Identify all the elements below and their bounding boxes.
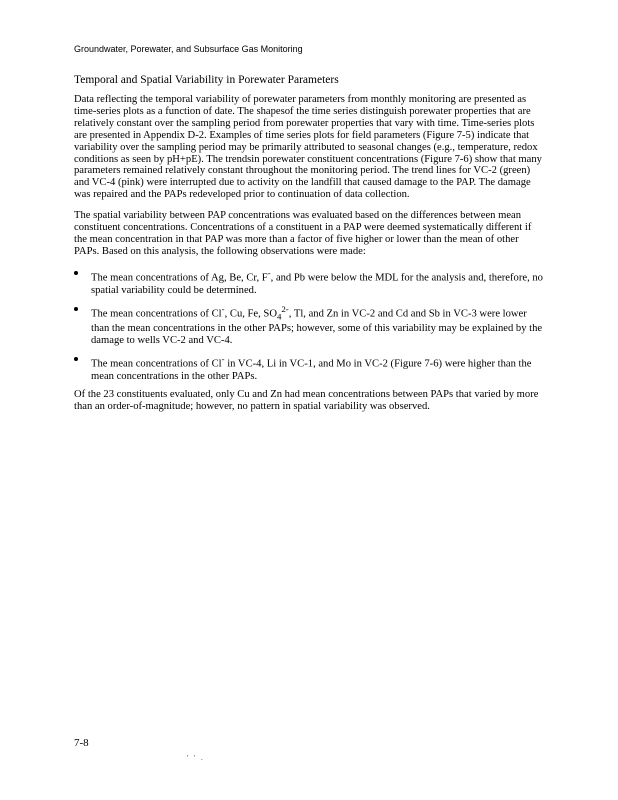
observation-text-start: The mean concentrations of Cl — [91, 308, 222, 320]
temporal-variability-paragraph: Data reflecting the temporal variability of porewater parameters from monthly monitoring are presented as time-series plots as a function of date. The shapesof the time series distinguish porewater properties that are relatively constant over the sampling period from porewater properties that vary with time. Time-series plots are presented in Appendix D-2. Examples of time series plots for field parameters (Figure 7-5) indicate that variability over the sampling period may be primarily attributed to seasonal changes (e.g., temperature, redox conditions as seen by pH+pE). The trendsin porewater constituent concentrations (Figure 7-6) show that many parameters remained relatively constant throughout the monitoring period. The trend lines for VC-2 (green) and VC-4 (pink) were interrupted due to activity on the landfill that caused damage to the PAP. The damage was repaired and the PAPs redeveloped prior to continuation of data collection. — [74, 94, 542, 201]
bullet-icon — [74, 307, 78, 311]
conclusion-paragraph: Of the 23 constituents evaluated, only Cu and Zn had mean concentrations between PAPs that varied by more than an order-of-magnitude; however, no pattern in spatial variability was observed. — [74, 388, 539, 412]
observation-superscript: 2- — [281, 303, 289, 314]
observations-list — [74, 267, 546, 383]
spatial-variability-paragraph: The spatial variability between PAP concentrations was evaluated based on the differences between mean constituent concentrations. Concentrations of a constituent in a PAP were deemed systematically different if the mean concentration in that PAP was more than a factor of five higher or lower than the mean of other PAPs. Based on this analysis, the following observations were made: — [74, 210, 532, 257]
observation-item — [74, 267, 546, 297]
page-number: 7-8 — [74, 737, 89, 749]
observation-item — [74, 303, 546, 347]
observation-subscript: 4 — [276, 311, 282, 322]
observation-superscript: - — [221, 303, 225, 314]
bullet-icon — [74, 357, 78, 361]
observation-text-end: , and Pb were below the MDL for the analysis and, therefore, no spatial variability could be determined. — [91, 272, 543, 296]
observation-text-middle: , Cu, Fe, SO — [224, 308, 277, 320]
observation-text-end: in VC-4, Li in VC-1, and Mo in VC-2 (Figure 7-6) were higher than the mean concentrations in the other PAPs. — [91, 358, 532, 382]
bullet-icon — [74, 271, 78, 275]
footer-mark: ' ' . — [187, 754, 205, 762]
observation-item — [74, 353, 546, 383]
page-content — [74, 74, 546, 422]
observation-text-end: , Tl, and Zn in VC-2 and Cd and Sb in VC-3 were lower than the mean concentrations in the other PAPs; however, some of this variability may be explained by the damage to wells VC-2 and VC-4. — [91, 308, 543, 346]
running-header: Groundwater, Porewater, and Subsurface Gas Monitoring — [74, 44, 303, 54]
observation-text-start: The mean concentrations of Ag, Be, Cr, F — [91, 272, 268, 284]
section-heading: Temporal and Spatial Variability in Porewater Parameters — [74, 74, 339, 86]
observation-superscript: - — [267, 267, 271, 278]
observation-superscript: - — [221, 353, 225, 364]
observation-text-start: The mean concentrations of Cl — [91, 358, 222, 370]
